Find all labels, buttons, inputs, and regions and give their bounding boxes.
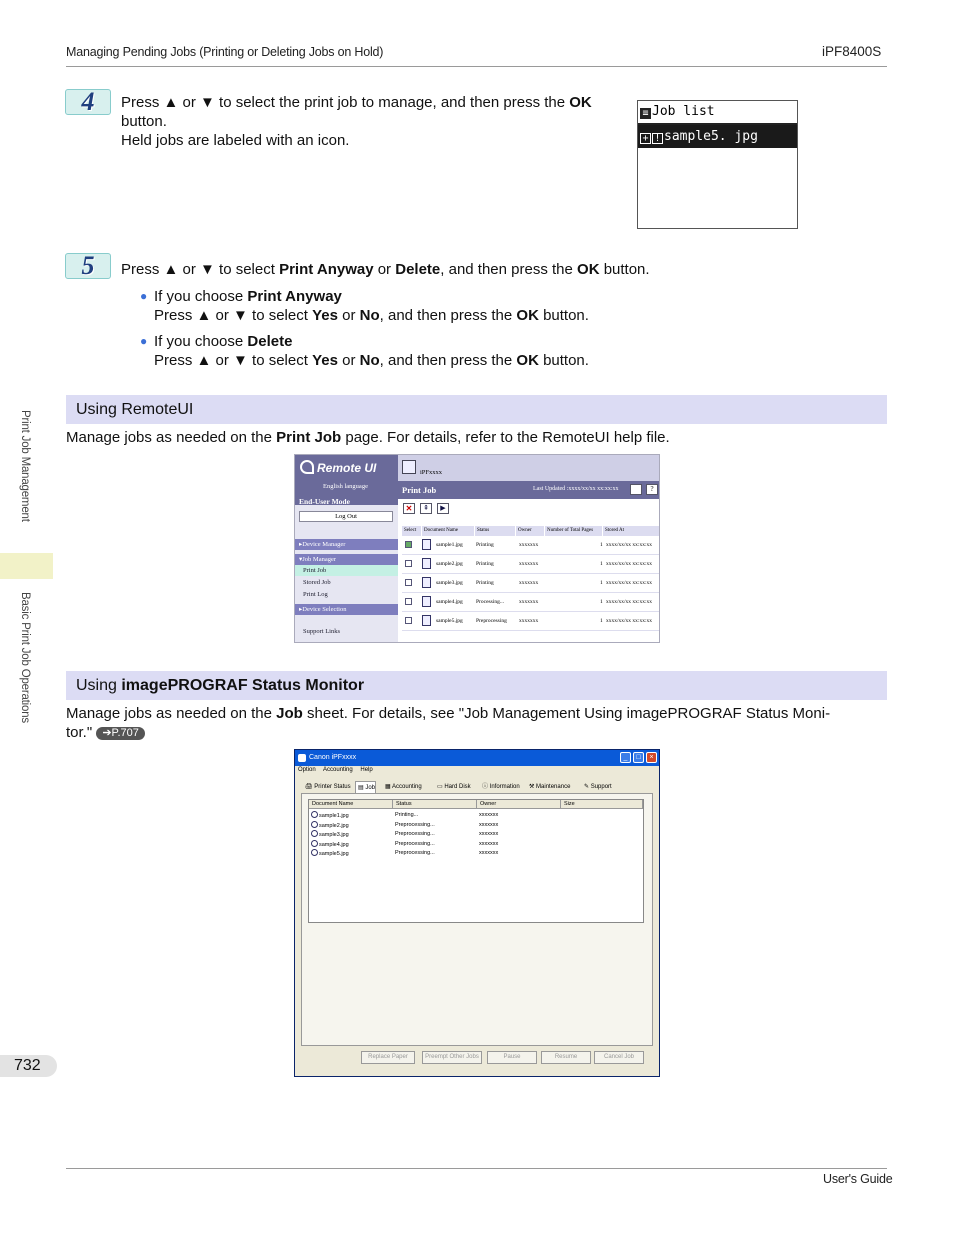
cell-status: Printing [476,561,494,567]
list-item[interactable] [311,811,641,820]
cell-status: Preprocessing... [395,840,435,847]
page-reference-link[interactable]: ➔P.707 [96,727,145,740]
remoteui-menu-print-log[interactable]: Print Log [303,591,328,598]
step-4-text: Press ▲ or ▼ to select the print job to manage, and then press the OK button. Held jobs are labeled with an icon. [121,94,592,149]
cell-pages: 1 [600,561,603,567]
bullet-print-anyway: If you choose Print Anyway Press ▲ or ▼ to select Yes or No, and then press the OK button. [154,288,589,324]
remoteui-title-bar [398,481,660,499]
cell-document-name: sample1.jpg [436,542,463,548]
replace-paper-button[interactable]: Replace Paper [361,1051,415,1064]
cell-owner: xxxxxxx [479,850,499,857]
bullet-dot: ● [140,289,148,303]
row-checkbox[interactable] [405,617,412,624]
table-row[interactable] [402,536,660,555]
cell-document-name: sample2.jpg [319,822,349,829]
remoteui-menu-job-manager[interactable]: ▾Job Manager [295,554,398,565]
col-size[interactable]: Size [561,800,643,809]
menu-help[interactable]: Help [360,767,373,773]
cell-document-name: sample5.jpg [319,851,349,858]
col-owner: Owner [516,526,545,536]
col-stored-at: Stored At [603,526,660,536]
row-checkbox[interactable] [405,598,412,605]
cell-status: Preprocessing [476,618,507,624]
table-row[interactable] [402,593,660,612]
status-monitor-titlebar [295,750,659,766]
cell-document-name: sample4.jpg [319,841,349,848]
cell-owner: xxxxxxx [519,618,539,624]
tab-hard-disk[interactable]: ▭ Hard Disk [437,784,471,790]
footer-guide-name: User's Guide [823,1172,893,1186]
col-select: Select [402,526,422,536]
resume-button[interactable]: Resume [541,1051,591,1064]
cell-pages: 1 [600,599,603,605]
tab-maintenance[interactable]: ⚒ Maintenance [529,784,571,790]
remoteui-page-title: Print Job [402,485,437,495]
col-owner[interactable]: Owner [477,800,561,809]
minimize-icon[interactable]: _ [620,752,631,763]
remoteui-last-updated: Last Updated :xxxx/xx/xx xx:xx:xx [533,486,619,492]
pause-button[interactable]: Pause [487,1051,537,1064]
remoteui-logout-button[interactable]: Log Out [299,511,393,522]
step-5-badge: 5 [65,253,111,279]
remoteui-menu-device-manager[interactable]: ▸Device Manager [295,539,398,550]
sidebar-chapter: Print Job Management [19,410,31,522]
refresh-icon[interactable]: ⟳ [630,484,642,495]
list-item[interactable] [311,840,641,849]
tab-support[interactable]: ✎ Support [584,784,612,790]
cell-stored-at: xxxx/xx/xx xx:xx:xx [606,542,652,548]
sidebar-section: Basic Print Job Operations [19,592,31,723]
resume-icon[interactable]: ▶ [437,503,449,514]
cell-owner: xxxxxxx [479,812,499,818]
remoteui-printer-name: iPFxxxx [420,469,443,476]
remoteui-logo-icon [300,460,314,474]
cell-document-name: sample4.jpg [436,599,463,605]
job-status-icon [311,811,318,818]
tab-printer-status[interactable]: 🖨 Printer Status [305,784,351,790]
cell-document-name: sample5.jpg [436,618,463,624]
col-document-name: Document Name [422,526,475,536]
menu-option[interactable]: Option [298,767,316,773]
col-status[interactable]: Status [393,800,477,809]
preempt-other-jobs-button[interactable]: Preempt Other Jobs [422,1051,482,1064]
lcd-selected-row: + ! sample5. jpg [638,125,797,148]
move-top-icon[interactable]: ⇞ [420,503,432,514]
job-status-icon [311,830,318,837]
delete-job-icon[interactable]: ✕ [403,503,415,514]
document-icon [422,539,431,550]
remoteui-main [398,455,660,643]
close-icon[interactable]: × [646,752,657,763]
cell-pages: 1 [600,542,603,548]
help-icon[interactable]: ? [646,484,658,495]
tab-job[interactable]: ▤ Job [355,781,376,793]
job-status-icon [311,849,318,856]
cell-status: Preprocessing... [395,850,435,857]
table-row[interactable] [402,555,660,574]
cell-owner: xxxxxxx [519,542,539,548]
expand-plus-icon: + [640,133,651,144]
col-total-pages: Number of Total Pages [545,526,603,536]
cell-status: Printing... [395,812,419,818]
app-icon [298,754,306,762]
footer-rule [66,1168,887,1169]
lcd-title-row: ≡ Job list [638,101,797,125]
status-monitor-description: Manage jobs as needed on the Job sheet. For details, see "Job Management Using imagePROGRAF Status Moni- tor." ➔P.707 [66,705,831,741]
cell-owner: xxxxxxx [479,840,499,847]
bullet-dot: ● [140,334,148,348]
header-rule [66,66,887,67]
col-document-name[interactable]: Document Name [309,800,393,809]
cell-document-name: sample1.jpg [319,813,349,819]
remoteui-menu-support-links[interactable]: Support Links [303,628,341,635]
cell-stored-at: xxxx/xx/xx xx:xx:xx [606,580,652,586]
remoteui-screenshot [294,454,660,643]
list-item[interactable] [311,821,641,830]
job-list [308,799,644,923]
remoteui-language-link[interactable]: English language [323,483,368,490]
lcd-job-list [637,100,798,229]
remoteui-sidebar [295,455,398,643]
window-title: Canon iPFxxxx [309,754,357,761]
remoteui-mode-label: End-User Mode [299,497,350,506]
page-number: 732 [0,1055,57,1077]
cell-document-name: sample3.jpg [319,832,349,839]
cell-stored-at: xxxx/xx/xx xx:xx:xx [606,618,652,624]
document-icon [422,577,431,588]
document-icon [422,558,431,569]
remoteui-menu-stored-job[interactable]: Stored Job [303,579,331,586]
cell-owner: xxxxxxx [519,580,539,586]
sidebar-chapter-tab [0,553,53,579]
cell-document-name: sample2.jpg [436,561,463,567]
status-monitor-menubar [298,767,379,773]
held-job-icon: ! [652,133,663,144]
cell-owner: xxxxxxx [479,831,499,838]
document-icon [422,615,431,626]
table-row[interactable] [402,612,660,631]
remoteui-top-bar [398,455,660,481]
bullet-delete: If you choose Delete Press ▲ or ▼ to select Yes or No, and then press the OK button. [154,333,589,369]
job-status-icon [311,821,318,828]
cell-status: Processing... [476,599,504,605]
menu-accounting[interactable]: Accounting [323,767,353,773]
section-heading-remoteui: Using RemoteUI [66,395,887,424]
step-5-text: Press ▲ or ▼ to select Print Anyway or Delete, and then press the OK button. [121,261,650,278]
job-list-icon: ≡ [640,108,651,119]
cell-status: Printing [476,580,494,586]
cell-pages: 1 [600,618,603,624]
cell-status: Preprocessing... [395,831,435,838]
cell-stored-at: xxxx/xx/xx xx:xx:xx [606,599,652,605]
remoteui-menu-device-selection[interactable]: ▸Device Selection [295,604,398,615]
cell-status: Printing [476,542,494,548]
cell-document-name: sample3.jpg [436,580,463,586]
col-status: Status [475,526,516,536]
cell-owner: xxxxxxx [519,599,539,605]
cell-pages: 1 [600,580,603,586]
remoteui-logo-text: Remote UI [317,461,377,475]
tab-information[interactable]: ⓘ Information [482,784,520,790]
remoteui-description: Manage jobs as needed on the Print Job page. For details, refer to the RemoteUI help file. [66,429,670,446]
tab-accounting[interactable]: ▦ Accounting [385,784,422,790]
printer-icon [402,460,416,474]
section-heading-status-monitor: Using imagePROGRAF Status Monitor [66,671,887,700]
row-checkbox[interactable] [405,560,412,567]
row-checkbox[interactable] [405,579,412,586]
list-item[interactable] [311,849,641,858]
row-checkbox[interactable] [405,541,412,548]
running-header-model: iPF8400S [822,44,882,59]
remoteui-menu-print-job[interactable]: Print Job [295,565,398,576]
cell-owner: xxxxxxx [479,821,499,828]
cancel-job-button[interactable]: Cancel Job [594,1051,644,1064]
table-row[interactable] [402,574,660,593]
list-item[interactable] [311,830,641,839]
status-monitor-window [294,749,660,1077]
cell-status: Preprocessing... [395,821,435,828]
cell-owner: xxxxxxx [519,561,539,567]
cell-stored-at: xxxx/xx/xx xx:xx:xx [606,561,652,567]
job-status-icon [311,840,318,847]
maximize-icon[interactable]: □ [633,752,644,763]
step-4-badge: 4 [65,89,111,115]
running-header-title: Managing Pending Jobs (Printing or Deleting Jobs on Hold) [66,45,384,59]
document-icon [422,596,431,607]
